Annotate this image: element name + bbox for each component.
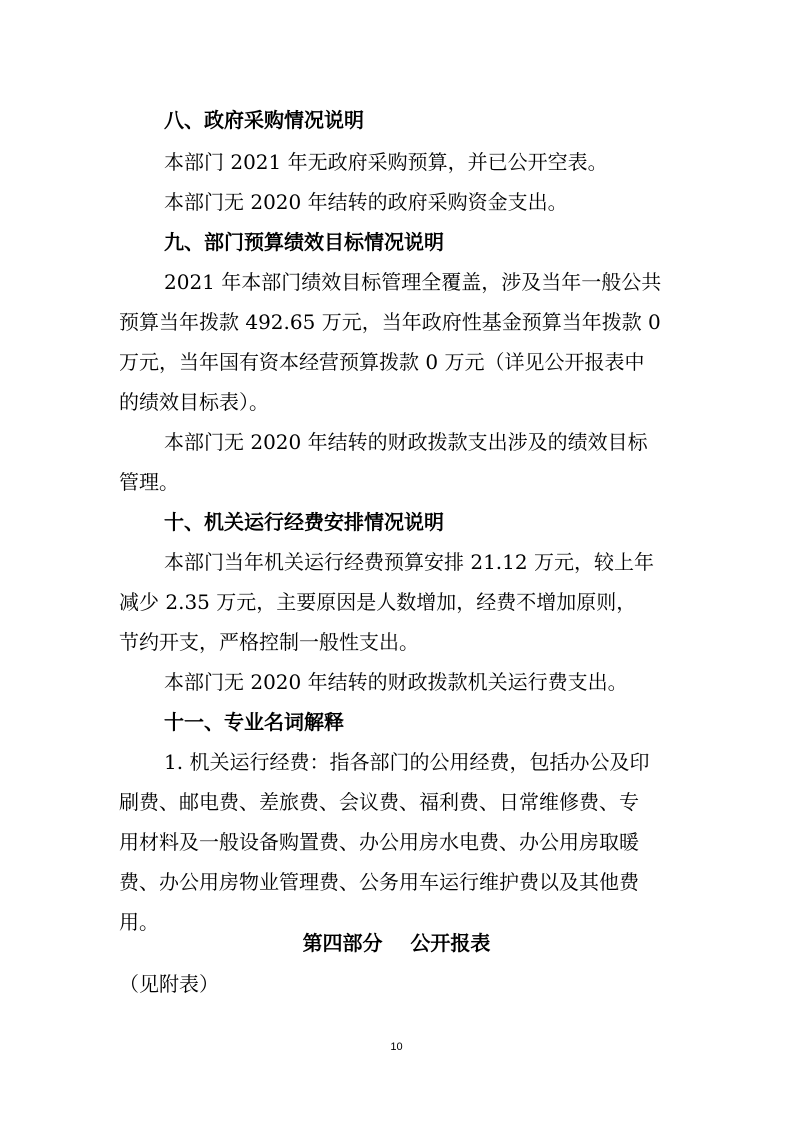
section-heading-procurement: 八、政府采购情况说明 (164, 108, 364, 132)
section-heading-glossary: 十一、专业名词解释 (164, 710, 344, 734)
paragraph-line: 刷费、邮电费、差旅费、会议费、福利费、日常维修费、专 (119, 790, 639, 814)
section-heading-operating-expenses: 十、机关运行经费安排情况说明 (164, 510, 444, 534)
paragraph-line: 用材料及一般设备购置费、办公用房水电费、办公用房取暖 (119, 830, 639, 854)
paragraph-line: 本部门 2021 年无政府采购预算，并已公开空表。 (164, 150, 608, 174)
section-heading-performance-goals: 九、部门预算绩效目标情况说明 (164, 230, 444, 254)
paragraph-line: 本部门无 2020 年结转的财政拨款机关运行费支出。 (164, 670, 628, 694)
paragraph-line: 费、办公用房物业管理费、公务用车运行维护费以及其他费 (119, 870, 639, 894)
paragraph-line: 2021 年本部门绩效目标管理全覆盖，涉及当年一般公共 (164, 270, 662, 294)
paragraph-line: 1. 机关运行经费：指各部门的公用经费，包括办公及印 (164, 750, 650, 774)
paragraph-line: 管理。 (119, 470, 179, 494)
paragraph-line: 本部门无 2020 年结转的财政拨款支出涉及的绩效目标 (164, 430, 648, 454)
paragraph-line: 本部门当年机关运行经费预算安排 21.12 万元，较上年 (164, 550, 654, 574)
page-number: 10 (390, 1041, 403, 1053)
paragraph-line: 的绩效目标表）。 (119, 390, 269, 414)
paragraph-line: 用。 (119, 910, 159, 934)
attachment-note: （见附表） (119, 972, 219, 996)
paragraph-line: 本部门无 2020 年结转的政府采购资金支出。 (164, 190, 568, 214)
paragraph-line: 减少 2.35 万元，主要原因是人数增加，经费不增加原则， (119, 590, 637, 614)
part-title: 第四部分 公开报表 (302, 931, 491, 955)
paragraph-line: 预算当年拨款 492.65 万元，当年政府性基金预算当年拨款 0 (119, 310, 661, 334)
paragraph-line: 节约开支，严格控制一般性支出。 (119, 630, 419, 654)
paragraph-line: 万元，当年国有资本经营预算拨款 0 万元（详见公开报表中 (119, 350, 645, 374)
